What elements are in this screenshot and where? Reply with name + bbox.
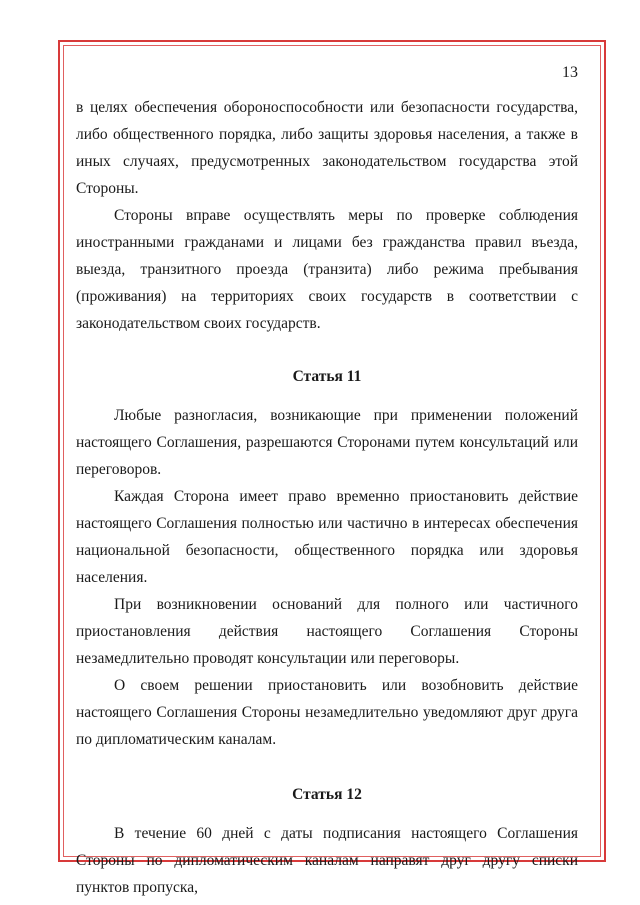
page-number: 13 [562, 64, 578, 81]
article-11-paragraph: Любые разногласия, возникающие при применении положений настоящего Соглашения, разрешаются Сторонами путем консультаций или переговоров. [76, 407, 578, 478]
article-11-title: Статья 11 [292, 368, 362, 385]
article-12-title: Статья 12 [292, 786, 362, 803]
paragraph-checks: Стороны вправе осуществлять меры по проверке соблюдения иностранными гражданами и лицами без гражданства правил въезда, выезда, транзитного проезда (транзита) либо режима пребывания (проживания) на территориях своих государств в соответствии с законодательством своих государств. [76, 207, 578, 332]
article-11-paragraph: О своем решении приостановить или возобновить действие настоящего Соглашения Стороны незамедлительно уведомляют друг друга по дипломатическим каналам. [76, 677, 578, 748]
article-12-paragraph: В течение 60 дней с даты подписания настоящего Соглашения Стороны по дипломатическим каналам направят друг другу списки пунктов пропуска, [76, 825, 578, 896]
article-11-paragraph: Каждая Сторона имеет право временно приостановить действие настоящего Соглашения полностью или частично в интересах обеспечения национальной безопасности, общественного порядка или здоровья населения. [76, 488, 578, 586]
document-body [76, 94, 578, 901]
article-11-paragraph: При возникновении оснований для полного или частичного приостановления действия настоящего Соглашения Стороны незамедлительно проводят консультации или переговоры. [76, 596, 578, 667]
paragraph-continuation: в целях обеспечения обороноспособности или безопасности государства, либо общественного порядка, либо защиты здоровья населения, а также в иных случаях, предусмотренных законодательством государства этой Стороны. [76, 99, 578, 197]
